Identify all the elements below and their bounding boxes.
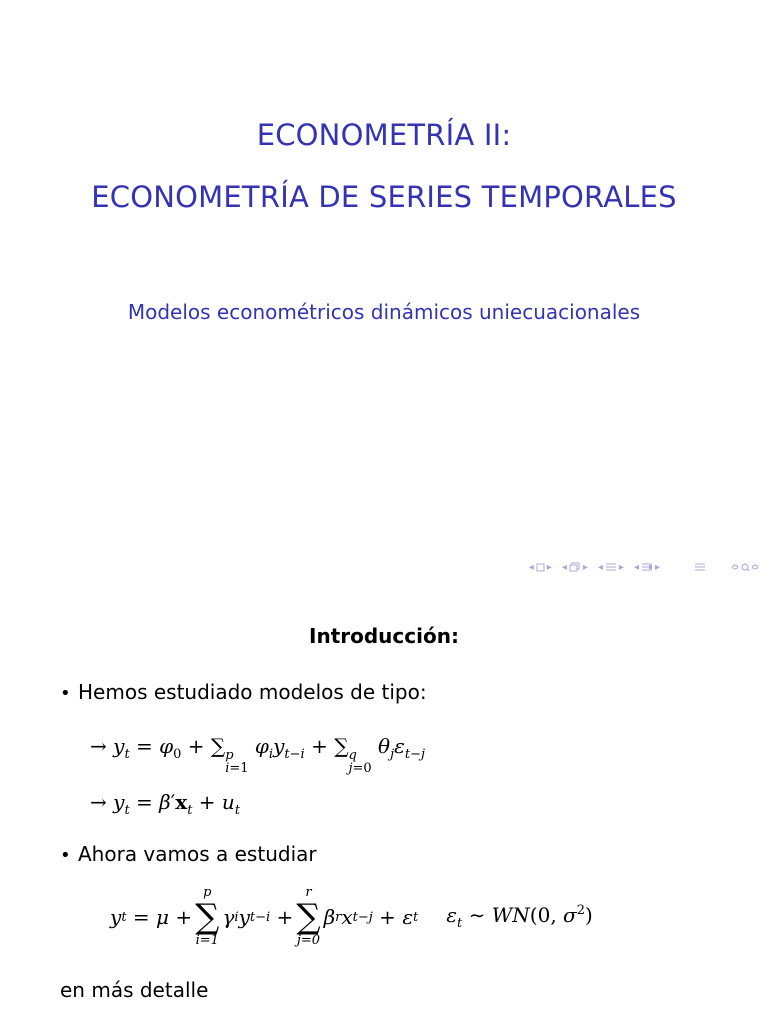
section-icon[interactable]: [605, 562, 617, 572]
bullet-icon: •: [60, 845, 71, 866]
nav-frame-group: [529, 562, 552, 573]
document-icon[interactable]: [641, 562, 653, 572]
equation-regression: → $y_t = \beta'x_t + u_t$: [90, 790, 241, 818]
bullet-icon: •: [60, 683, 71, 704]
introduction-slide: [0, 584, 768, 1024]
appendix-icon[interactable]: [694, 562, 706, 572]
nav-subsection-group: [562, 562, 588, 573]
nav-left-arrow-icon[interactable]: ◂: [528, 561, 534, 573]
nav-left-arrow-icon[interactable]: ◂: [633, 561, 639, 573]
equation-adl: y t = μ + p ∑ i=1 γ i y t−i + r ∑ j=0 β r x t−j + ε t $\varepsilon_t$ ∼ WN(0, $\sigma^2$): [110, 885, 593, 948]
frame-icon[interactable]: [536, 563, 545, 572]
bullet-item-2: [60, 842, 317, 866]
title-line-2: ECONOMETRÍA DE SERIES TEMPORALES: [91, 180, 677, 214]
bullet-text-1: Hemos estudiado modelos de tipo:: [78, 680, 427, 704]
nav-appendix-group: [694, 562, 706, 572]
bullet-text-2: Ahora vamos a estudiar: [78, 842, 317, 866]
nav-right-arrow-icon[interactable]: ▸: [546, 561, 552, 573]
nav-document-group: [634, 562, 660, 573]
nav-left-arrow-icon[interactable]: ◂: [561, 561, 567, 573]
nav-right-arrow-icon[interactable]: ▸: [654, 561, 660, 573]
equation-arma: → $y_t = \varphi_0$ + ∑ p i=1 $\varphi_iy_{t-i}$ + ∑ q j=0 $\theta_j\varepsilon_{t-j}$: [90, 734, 426, 776]
search-icon[interactable]: [730, 562, 760, 572]
beamer-navigation: [523, 558, 760, 576]
nav-section-group: [598, 562, 624, 573]
frame-title: Introducción:: [309, 624, 459, 648]
nav-search-group: [730, 562, 760, 572]
closing-text: en más detalle: [60, 978, 209, 1002]
bullet-item-1: [60, 680, 427, 704]
nav-right-arrow-icon[interactable]: ▸: [582, 561, 588, 573]
nav-left-arrow-icon[interactable]: ◂: [597, 561, 603, 573]
title-line-1: ECONOMETRÍA II:: [256, 118, 512, 152]
nav-right-arrow-icon[interactable]: ▸: [618, 561, 624, 573]
subtitle: Modelos econométricos dinámicos uniecuacionales: [127, 300, 641, 324]
subsection-icon[interactable]: [569, 562, 581, 573]
